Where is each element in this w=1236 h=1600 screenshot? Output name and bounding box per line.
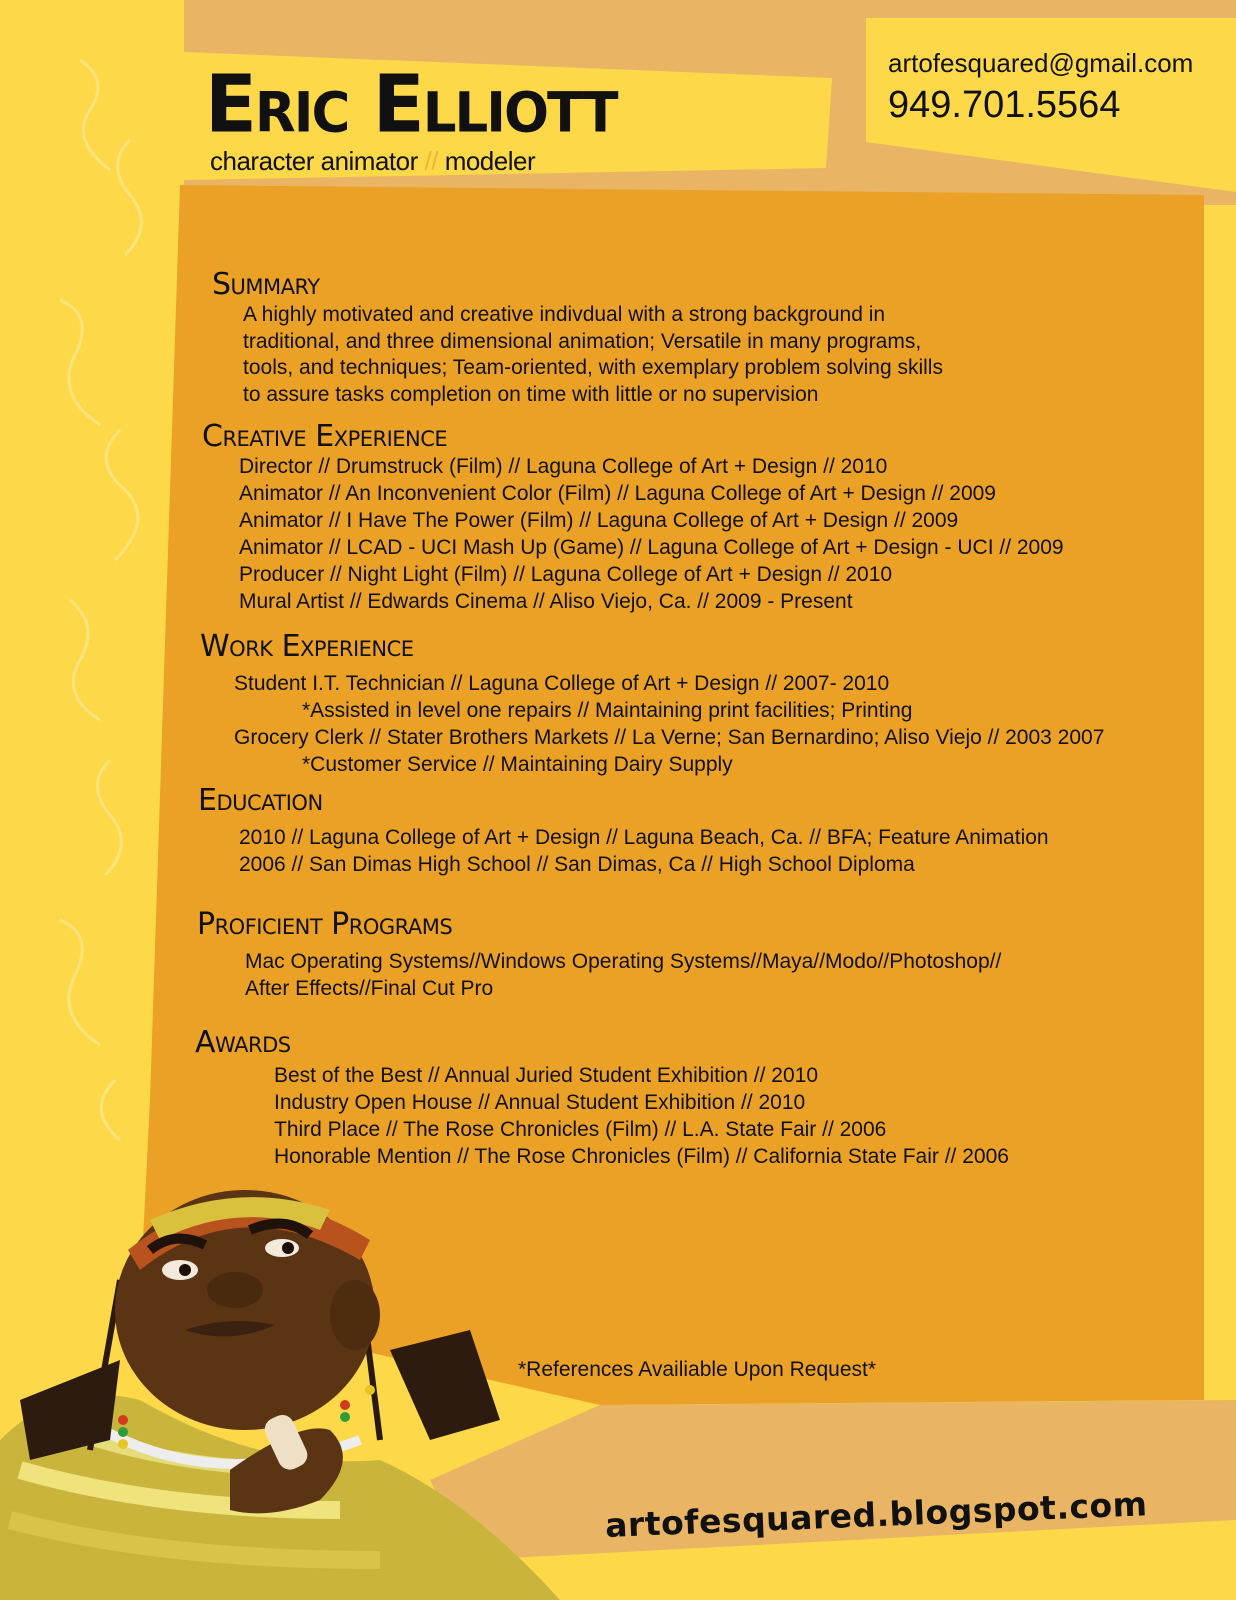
summary-line: tools, and techniques; Team-oriented, with exemplary problem solving skills <box>243 356 943 379</box>
job-title <box>210 146 535 177</box>
job-title-separator: // <box>424 146 438 176</box>
list-item: Student I.T. Technician // Laguna College of Art + Design // 2007- 2010 <box>234 672 890 695</box>
education-list <box>239 824 1049 878</box>
programs-heading: Proficient Programs <box>197 907 453 942</box>
programs-line: Mac Operating Systems//Windows Operating Systems//Maya//Modo//Photoshop// <box>245 950 1002 973</box>
summary-line: to assure tasks completion on time with little or no supervision <box>243 382 819 406</box>
summary-line: A highly motivated and creative indivdual with a strong background in <box>243 303 886 326</box>
summary-text <box>243 302 1073 408</box>
list-item: Industry Open House // Annual Student Exhibition // 2010 <box>274 1091 806 1114</box>
awards-list <box>274 1062 1009 1170</box>
creative-experience-list <box>239 453 1064 615</box>
education-heading: Education <box>198 783 323 818</box>
list-item: Animator // LCAD - UCI Mash Up (Game) // Laguna College of Art + Design - UCI // 2009 <box>239 536 1064 559</box>
list-item: Best of the Best // Annual Juried Student Exhibition // 2010 <box>274 1064 819 1087</box>
blog-url[interactable]: artofesquared.blogspot.com <box>604 1484 1149 1545</box>
candidate-name: Eric Elliott <box>205 56 617 151</box>
list-item: Grocery Clerk // Stater Brothers Markets // La Verne; San Bernardino; Aliso Viejo // 2003 2007 <box>234 726 1105 749</box>
list-item: 2006 // San Dimas High School // San Dimas, Ca // High School Diploma <box>239 853 915 876</box>
summary-line: traditional, and three dimensional animation; Versatile in many programs, <box>243 329 922 353</box>
email-address[interactable]: artofesquared@gmail.com <box>888 48 1194 78</box>
list-item: 2010 // Laguna College of Art + Design // Laguna Beach, Ca. // BFA; Feature Animation <box>239 826 1049 849</box>
list-item: Honorable Mention // The Rose Chronicles (Film) // California State Fair // 2006 <box>274 1145 1009 1168</box>
job-title-animator: character animator <box>210 146 418 176</box>
list-item: Animator // I Have The Power (Film) // Laguna College of Art + Design // 2009 <box>239 509 959 532</box>
work-experience-heading: Work Experience <box>200 629 414 664</box>
creative-experience-heading: Creative Experience <box>202 419 448 454</box>
bottom-tan-band <box>430 1400 1236 1560</box>
list-item: Mural Artist // Edwards Cinema // Aliso Viejo, Ca. // 2009 - Present <box>239 590 853 613</box>
phone-number[interactable]: 949.701.5564 <box>888 84 1121 126</box>
programs-line: After Effects//Final Cut Pro <box>245 977 494 1000</box>
list-item: Director // Drumstruck (Film) // Laguna College of Art + Design // 2010 <box>239 455 888 478</box>
job-title-modeler: modeler <box>444 146 536 176</box>
list-item: Animator // An Inconvenient Color (Film) // Laguna College of Art + Design // 2009 <box>239 482 996 505</box>
list-item-detail: *Assisted in level one repairs // Maintaining print facilities; Printing <box>302 699 913 722</box>
list-item: Producer // Night Light (Film) // Laguna College of Art + Design // 2010 <box>239 563 893 586</box>
work-experience-list <box>234 670 1104 778</box>
awards-heading: Awards <box>195 1025 291 1060</box>
summary-heading: Summary <box>212 267 320 302</box>
programs-list <box>245 948 1001 1002</box>
watermark-swirls <box>60 60 141 1140</box>
list-item: Third Place // The Rose Chronicles (Film) // L.A. State Fair // 2006 <box>274 1118 887 1141</box>
references-note: *References Availiable Upon Request* <box>518 1358 877 1381</box>
list-item-detail: *Customer Service // Maintaining Dairy Supply <box>302 753 733 776</box>
